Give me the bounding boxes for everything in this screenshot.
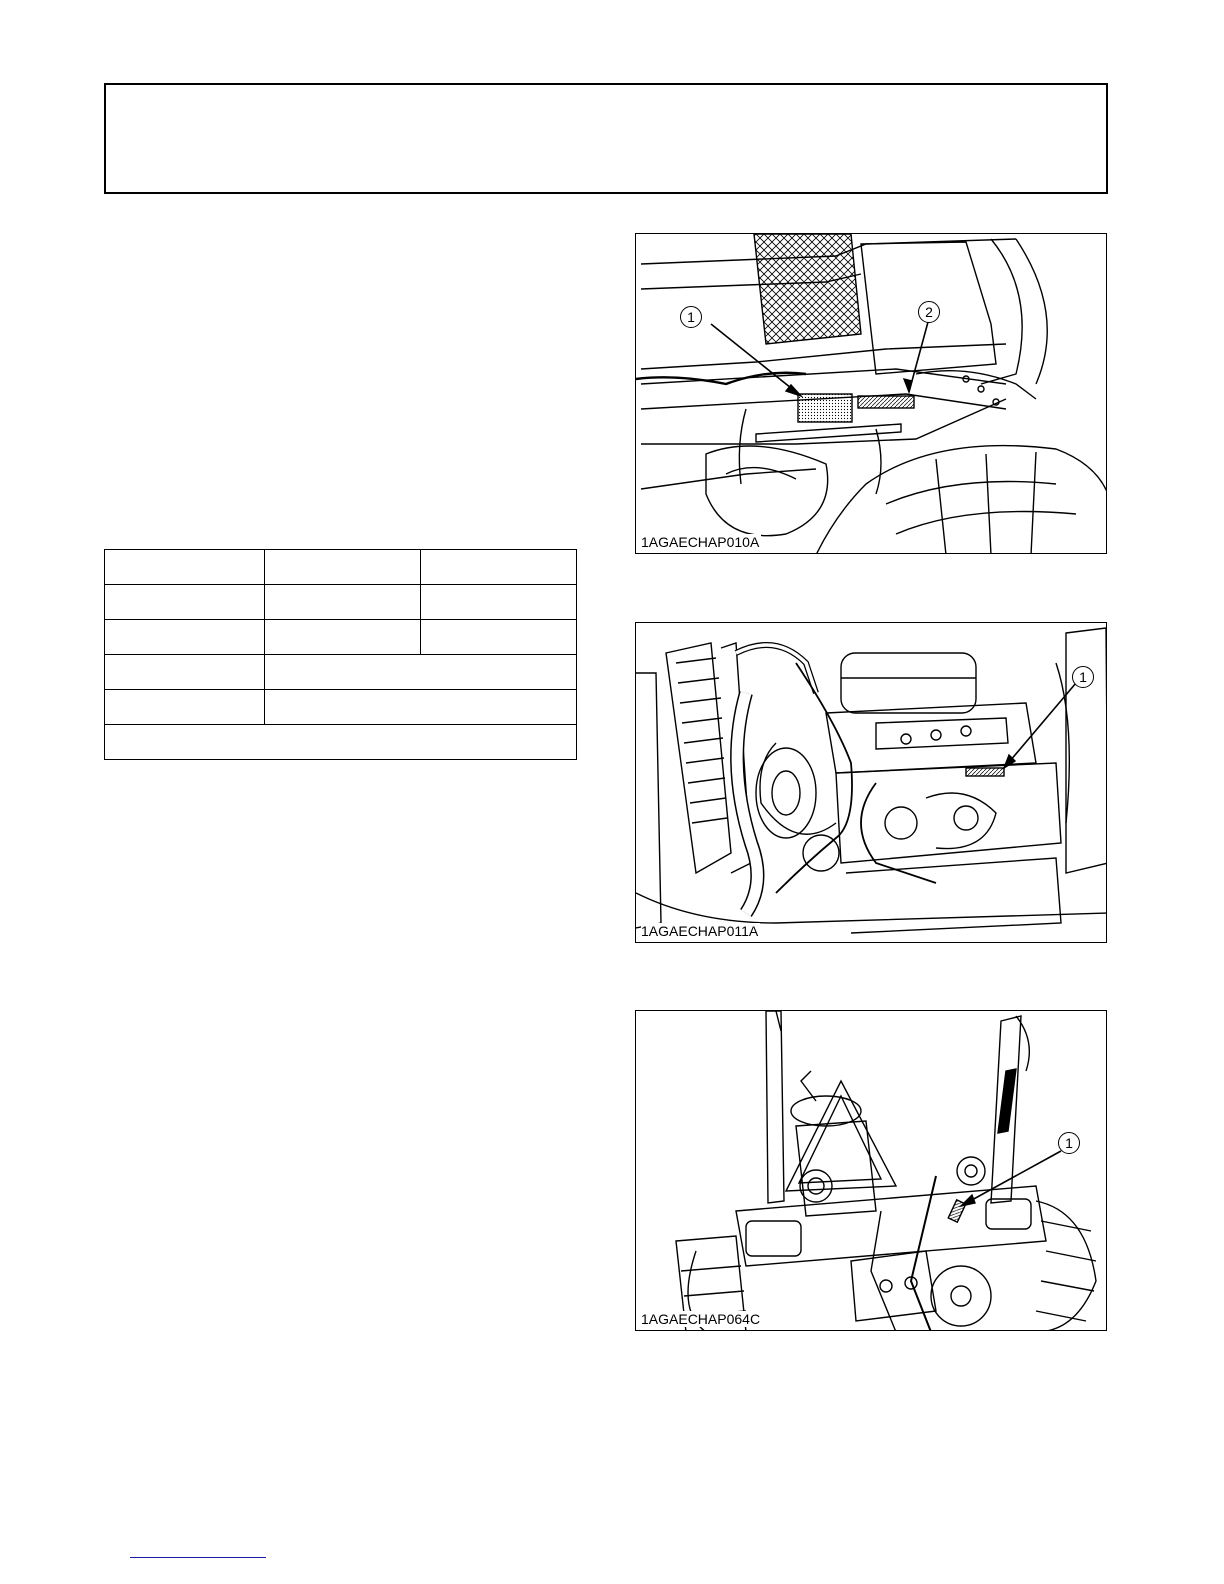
callout-number: 2 [918,301,940,323]
tractor-side-illustration [636,234,1107,554]
callout-number: 1 [1072,666,1094,688]
table-cell [105,725,577,760]
section-header-box [104,83,1108,194]
footer-rule [130,1557,266,1558]
figure-label: 1AGAECHAP064C [641,1311,761,1327]
figure-label: 1AGAECHAP011A [641,923,759,939]
table-cell [105,655,265,690]
table-cell [265,620,421,655]
table-cell [105,550,265,585]
table-row [105,550,577,585]
table-cell [265,585,421,620]
figure-rear-serial-plate [635,1010,1107,1331]
table-cell [105,585,265,620]
table-cell [265,550,421,585]
table-cell [265,655,577,690]
table-row [105,620,577,655]
tractor-rear-illustration [636,1011,1107,1331]
table-cell [421,550,577,585]
figure-label: 1AGAECHAP010A [641,534,760,550]
table-row [105,655,577,690]
table-row [105,690,577,725]
callout-number: 1 [680,306,702,328]
table-cell [421,585,577,620]
figure-frame-serial-plate [635,233,1107,554]
table-cell [105,620,265,655]
callout-number: 1 [1058,1132,1080,1154]
table-cell [421,620,577,655]
table-cell [105,690,265,725]
engine-bay-illustration [636,623,1107,943]
figure-engine-serial-plate [635,622,1107,943]
table-row [105,725,577,760]
table-cell [265,690,577,725]
table-row [105,585,577,620]
serial-number-table [104,549,577,760]
